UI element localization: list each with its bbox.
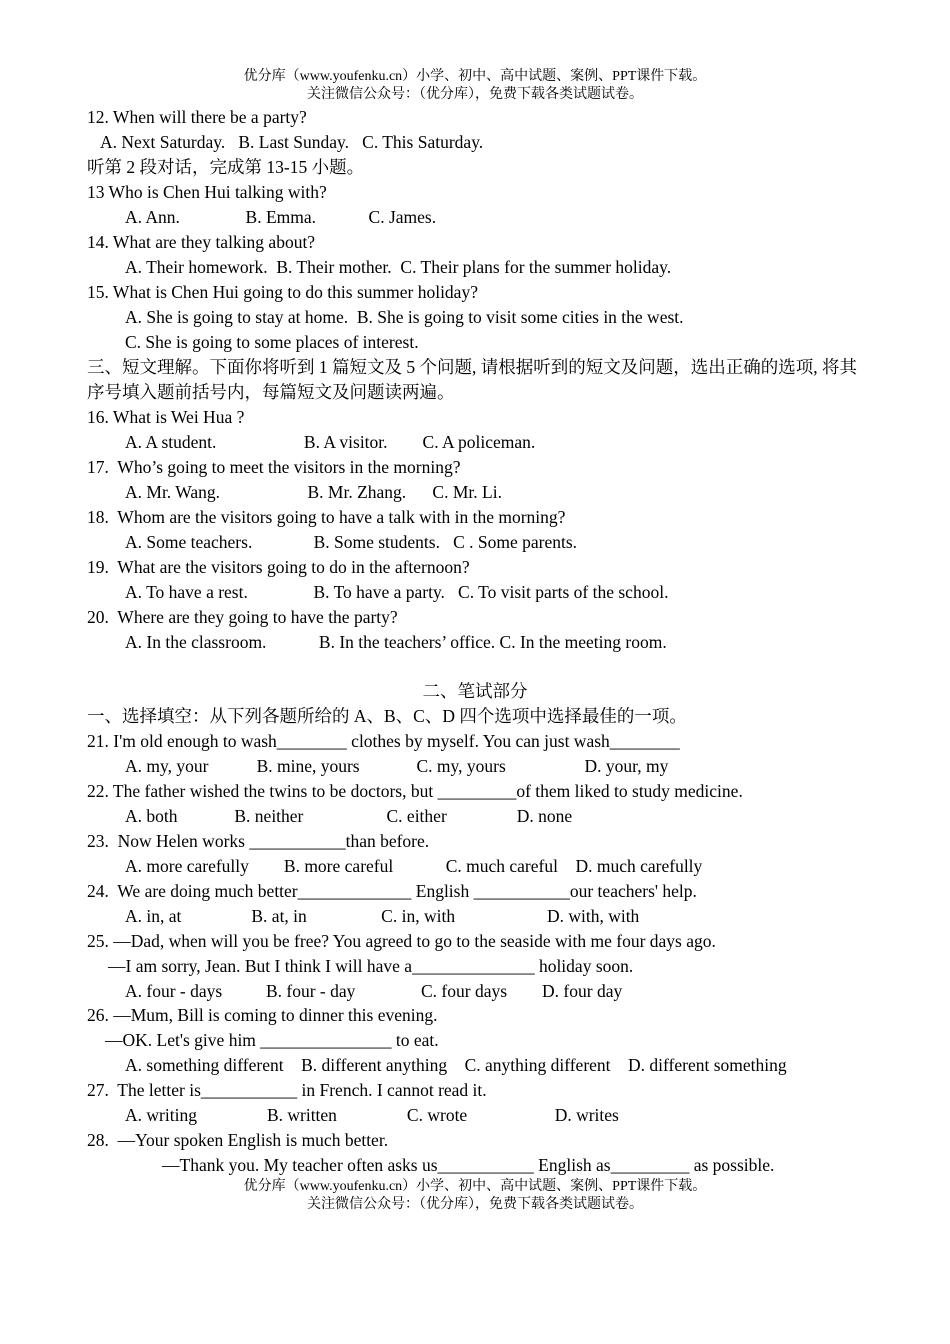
question-23: 23. Now Helen works ___________than before. xyxy=(87,831,430,851)
question-19-options: A. To have a rest. B. To have a party. C. To visit parts of the school. xyxy=(125,582,669,602)
question-13: 13 Who is Chen Hui talking with? xyxy=(87,182,327,202)
question-22: 22. The father wished the twins to be doctors, but _________of them liked to study medicine. xyxy=(87,781,743,801)
question-25: 25. —Dad, when will you be free? You agreed to go to the seaside with me four days ago. xyxy=(87,931,716,951)
question-27-options: A. writing B. written C. wrote D. writes xyxy=(125,1105,619,1125)
question-14: 14. What are they talking about? xyxy=(87,232,316,252)
question-15-options-2: C. She is going to some places of interest. xyxy=(125,332,419,352)
question-20-options: A. In the classroom. B. In the teachers’ office. C. In the meeting room. xyxy=(125,632,667,652)
question-25-reply: —I am sorry, Jean. But I think I will have a______________ holiday soon. xyxy=(108,956,634,976)
question-18: 18. Whom are the visitors going to have a talk with in the morning? xyxy=(87,507,566,527)
question-16: 16. What is Wei Hua ? xyxy=(87,407,245,427)
question-26: 26. —Mum, Bill is coming to dinner this evening. xyxy=(87,1005,438,1025)
question-16-options: A. A student. B. A visitor. C. A policeman. xyxy=(125,432,536,452)
section-3-instruction: 三、短文理解。下面你将听到 1 篇短文及 5 个问题, 请根据听到的短文及问题，选出正确的选项, 将其序号填入题前括号内，每篇短文及问题读两遍。 xyxy=(87,357,857,402)
question-17-options: A. Mr. Wang. B. Mr. Zhang. C. Mr. Li. xyxy=(125,482,502,502)
footer-line-1: 优分库（www.youfenku.cn）小学、初中、高中试题、案例、PPT课件下载。 xyxy=(243,1179,707,1194)
footer-line-2: 关注微信公众号：（优分库），免费下载各类试题试卷。 xyxy=(307,1197,643,1212)
header-line-2: 关注微信公众号：（优分库），免费下载各类试题试卷。 xyxy=(307,87,643,102)
question-18-options: A. Some teachers. B. Some students. C . Some parents. xyxy=(125,532,578,552)
question-26-options: A. something different B. different anything C. anything different D. different something xyxy=(125,1055,787,1075)
written-section-1-instruction: 一、选择填空：从下列各题所给的 A、B、C、D 四个选项中选择最佳的一项。 xyxy=(87,706,687,726)
question-15-options-1: A. She is going to stay at home. B. She is going to visit some cities in the west. xyxy=(125,307,684,327)
question-12: 12. When will there be a party? xyxy=(87,107,307,127)
question-15: 15. What is Chen Hui going to do this summer holiday? xyxy=(87,282,478,302)
question-20: 20. Where are they going to have the party? xyxy=(87,607,398,627)
question-27: 27. The letter is___________ in French. I cannot read it. xyxy=(87,1080,487,1100)
question-24-options: A. in, at B. at, in C. in, with D. with, with xyxy=(125,906,640,926)
question-17: 17. Who’s going to meet the visitors in the morning? xyxy=(87,457,461,477)
question-25-options: A. four - days B. four - day C. four days D. four day xyxy=(125,981,623,1001)
question-13-options: A. Ann. B. Emma. C. James. xyxy=(125,207,437,227)
question-19: 19. What are the visitors going to do in the afternoon? xyxy=(87,557,470,577)
question-28: 28. —Your spoken English is much better. xyxy=(87,1130,389,1150)
question-21: 21. I'm old enough to wash________ clothes by myself. You can just wash________ xyxy=(87,731,680,751)
question-21-options: A. my, your B. mine, yours C. my, yours D. your, my xyxy=(125,756,669,776)
question-23-options: A. more carefully B. more careful C. much careful D. much carefully xyxy=(125,856,703,876)
question-24: 24. We are doing much better_____________ English ___________our teachers' help. xyxy=(87,881,697,901)
dialog-2-instruction: 听第 2 段对话，完成第 13-15 小题。 xyxy=(87,157,365,177)
header-line-1: 优分库（www.youfenku.cn）小学、初中、高中试题、案例、PPT课件下载。 xyxy=(243,69,707,84)
question-26-reply: —OK. Let's give him _______________ to eat. xyxy=(105,1030,439,1050)
part-2-title: 二、笔试部分 xyxy=(422,681,528,701)
question-12-options: A. Next Saturday. B. Last Sunday. C. This Saturday. xyxy=(100,132,484,152)
question-14-options: A. Their homework. B. Their mother. C. Their plans for the summer holiday. xyxy=(125,257,672,277)
question-22-options: A. both B. neither C. either D. none xyxy=(125,806,573,826)
question-28-reply: —Thank you. My teacher often asks us___________ English as_________ as possible. xyxy=(162,1155,775,1175)
